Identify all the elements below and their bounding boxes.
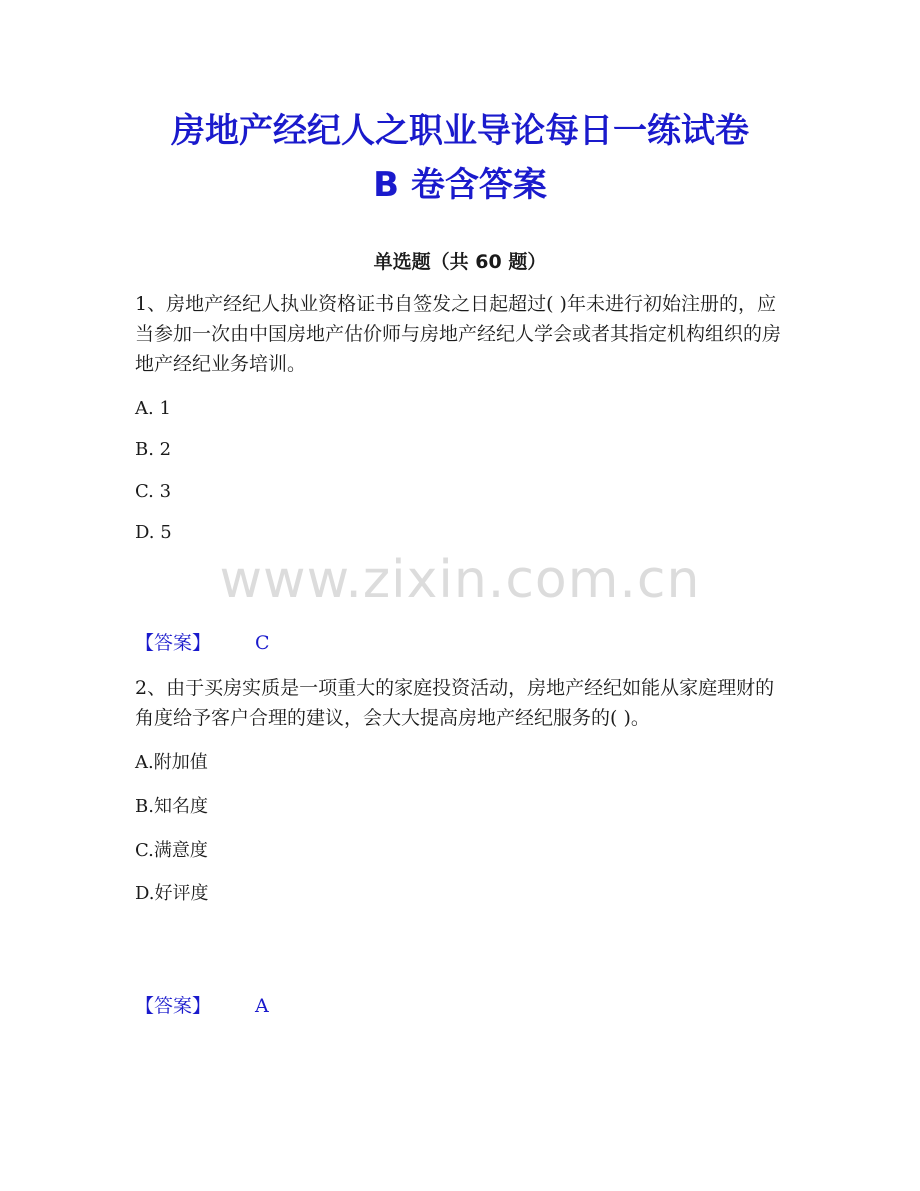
question-1-option-b: B. 2	[135, 439, 172, 460]
answer-label: 【答案】	[135, 995, 212, 1017]
question-2-answer	[135, 992, 269, 1020]
document-title-line1: 房地产经纪人之职业导论每日一练试卷	[171, 111, 749, 151]
question-2-option-c: C.满意度	[135, 840, 208, 861]
section-heading: 单选题（共 60 题）	[373, 251, 547, 273]
answer-label: 【答案】	[135, 632, 212, 654]
question-1-option-d: D. 5	[135, 522, 172, 543]
question-2-option-b: B.知名度	[135, 796, 208, 817]
watermark: www.zixin.com.cn	[219, 550, 701, 610]
question-2-option-d: D.好评度	[135, 883, 209, 904]
question-1-text: 1、房地产经纪人执业资格证书自签发之日起超过( )年未进行初始注册的，应当参加一次由中国房地产估价师与房地产经纪人学会或者其指定机构组织的房地产经纪业务培训。	[135, 293, 782, 375]
answer-value: C	[255, 632, 270, 654]
document-title-line2: B 卷含答案	[373, 165, 547, 205]
question-1-option-c: C. 3	[135, 481, 172, 502]
question-2-text: 2、由于买房实质是一项重大的家庭投资活动，房地产经纪如能从家庭理财的角度给予客户合理的建议，会大大提高房地产经纪服务的( )。	[135, 677, 775, 729]
question-1-answer	[135, 629, 270, 657]
question-1-option-a: A. 1	[135, 398, 171, 419]
question-2-option-a: A.附加值	[135, 752, 208, 773]
answer-value: A	[255, 995, 269, 1017]
